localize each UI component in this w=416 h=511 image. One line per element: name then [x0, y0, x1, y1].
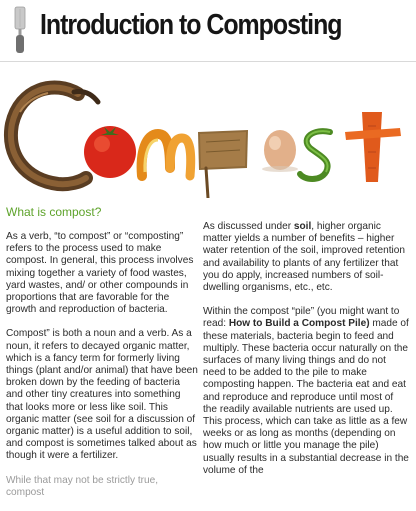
compost-pile-link[interactable]: How to Build a Compost Pile): [228, 318, 370, 330]
compost-letters-illustration: [0, 72, 416, 198]
left-column: [6, 203, 198, 511]
paragraph-compost-pile: [203, 306, 410, 477]
text-segment: , higher organic matter yields a number of benefits – higher water retention of the soil, improved retention and availability to plants of any fertilizer that you do apply, increased numbers of soil-dwelling organisms, etc., etc.: [203, 221, 405, 294]
letter-s-green-bean: [300, 131, 330, 179]
header-divider: [0, 61, 416, 62]
paragraph-continuation: While that may not be strictly true, compost: [6, 474, 159, 498]
letter-p-cardboard: [198, 130, 248, 198]
text-segment: Within the compost “pile” (you might want to read:: [203, 306, 400, 330]
paragraph-verb-definition: As a verb, “to compost” or “composting” refers to the process used to make compost. In general, this process involves mixing together a variety of food wastes, yard wastes, and/ or other compounds in proportions that are favorable for the growth and reproduction of bacteria.: [6, 231, 194, 316]
trowel-icon: [12, 6, 28, 54]
compost-banner: [0, 72, 416, 198]
paragraph-noun-definition: Compost” is both a noun and a verb. As a noun, it refers to decayed organic matter, which is a fancy term for formerly living things (plant and/or animal) that have been broken down by the feeding of bacteria and other tiny creatures into something that looks more or less like soil. This organic matter (see soil for a discussion of organic matter) is a useful addition to soil, and compost is sometimes talked about as though it were a fertilizer.: [6, 328, 198, 462]
letter-m-orange-peel: [142, 134, 191, 176]
soil-link[interactable]: soil: [293, 221, 312, 232]
text-segment: made of these materials, bacteria begin to feed and multiply. These bacteria occur naturally on the surfaces of many living things and do not need to be added to the pile to make composting happen. The bacteria eat and eat and reproduce and reproduce until most of the readily available nutrients are used up. This process, which can take as little as a few weeks or as long as months (depending on how much or little you manage the pile) usually results in a substantial decrease in the volume of the: [203, 318, 409, 476]
text-segment: As discussed under: [203, 221, 294, 232]
page-header: [0, 0, 416, 60]
page-title: Introduction to Composting: [40, 9, 342, 41]
letter-o-egg-shell: [262, 130, 298, 172]
letter-c-banana-peel: [11, 87, 98, 184]
paragraph-soil-benefits: [203, 221, 410, 294]
right-column: [203, 221, 410, 489]
letter-t-carrot: [345, 112, 401, 182]
letter-o-tomato: [84, 126, 136, 178]
section-heading: What is compost?: [6, 205, 102, 219]
